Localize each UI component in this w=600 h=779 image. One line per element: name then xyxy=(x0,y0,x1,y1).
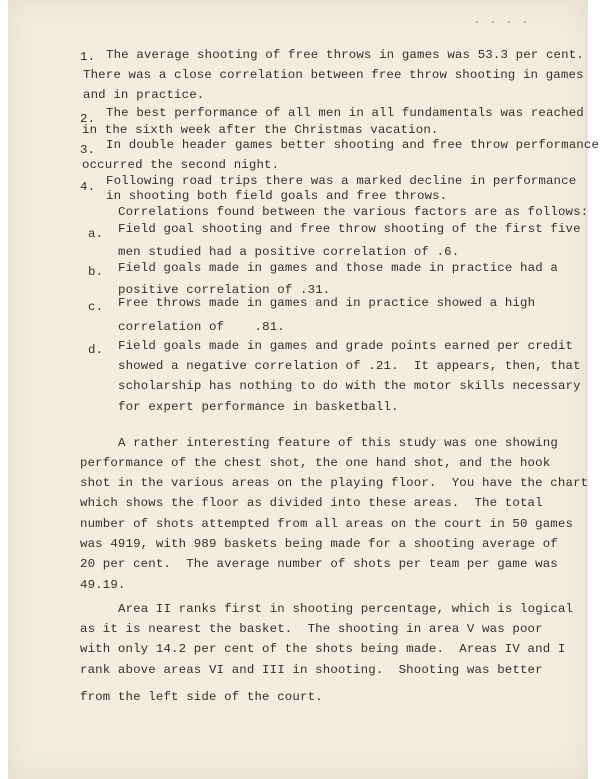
correlation-c-letter: c. xyxy=(88,300,104,314)
list-item-4-line-2: in shooting both field goals and free throws. xyxy=(106,189,448,203)
correlations-intro: Correlations found between the various factors are as follows: xyxy=(118,205,589,219)
paragraph-1-line-8: 49.19. xyxy=(80,578,126,592)
list-item-3-number: 3. xyxy=(80,143,96,157)
paragraph-2-line-5: from the left side of the court. xyxy=(80,690,323,704)
list-item-4-line-1: Following road trips there was a marked decline in performance xyxy=(106,174,577,188)
paragraph-1-line-4: which shows the floor as divided into these areas. The total xyxy=(80,496,543,510)
paragraph-2-line-2: as it is nearest the basket. The shooting in area V was poor xyxy=(80,622,543,636)
list-item-2-line-2: in the sixth week after the Christmas vacation. xyxy=(82,123,439,137)
correlation-a-line-2: men studied had a positive correlation of .6. xyxy=(118,245,460,259)
paragraph-1-line-3: shot in the various areas on the playing floor. You have the chart xyxy=(80,476,589,490)
correlation-a-letter: a. xyxy=(88,227,104,241)
correlation-a-line-1: Field goal shooting and free throw shooting of the first five xyxy=(118,222,581,236)
corner-mark: . . . . xyxy=(474,16,531,27)
list-item-1-number: 1. xyxy=(80,50,96,64)
list-item-1-line-1: The average shooting of free throws in games was 53.3 per cent. xyxy=(106,48,584,62)
correlation-d-letter: d. xyxy=(88,343,104,357)
list-item-1-line-3: and in practice. xyxy=(83,88,205,102)
list-item-2-line-1: The best performance of all men in all fundamentals was reached xyxy=(106,106,584,120)
correlation-b-line-2: positive correlation of .31. xyxy=(118,283,331,297)
paragraph-2-line-3: with only 14.2 per cent of the shots being made. Areas IV and I xyxy=(80,642,566,656)
paragraph-1-line-1: A rather interesting feature of this study was one showing xyxy=(118,436,558,450)
list-item-1-line-2: There was a close correlation between free throw shooting in games xyxy=(83,68,584,82)
correlation-d-line-4: for expert performance in basketball. xyxy=(118,400,399,414)
correlation-b-letter: b. xyxy=(88,265,104,279)
list-item-4-number: 4. xyxy=(80,180,96,194)
correlation-c-line-1: Free throws made in games and in practice showed a high xyxy=(118,296,536,310)
paragraph-1-line-6: was 4919, with 989 baskets being made for a shooting average of xyxy=(80,537,558,551)
paragraph-2-line-4: rank above areas VI and III in shooting. Shooting was better xyxy=(80,663,543,677)
paragraph-2-line-1: Area II ranks first in shooting percentage, which is logical xyxy=(118,602,574,616)
correlation-d-line-2: showed a negative correlation of .21. It appears, then, that xyxy=(118,359,581,373)
paragraph-1-line-5: number of shots attempted from all areas on the court in 50 games xyxy=(80,517,574,531)
correlation-d-line-1: Field goals made in games and grade points earned per credit xyxy=(118,339,574,353)
correlation-d-line-3: scholarship has nothing to do with the motor skills necessary xyxy=(118,379,581,393)
list-item-3-line-1: In double header games better shooting and free throw performance xyxy=(106,138,600,152)
correlation-c-line-2: correlation of .81. xyxy=(118,320,285,334)
paragraph-1-line-7: 20 per cent. The average number of shots per team per game was xyxy=(80,557,558,571)
document-page xyxy=(8,0,600,779)
list-item-2-number: 2. xyxy=(80,112,96,126)
paragraph-1-line-2: performance of the chest shot, the one hand shot, and the hook xyxy=(80,456,551,470)
correlation-b-line-1: Field goals made in games and those made in practice had a xyxy=(118,261,558,275)
list-item-3-line-2: occurred the second night. xyxy=(82,158,280,172)
